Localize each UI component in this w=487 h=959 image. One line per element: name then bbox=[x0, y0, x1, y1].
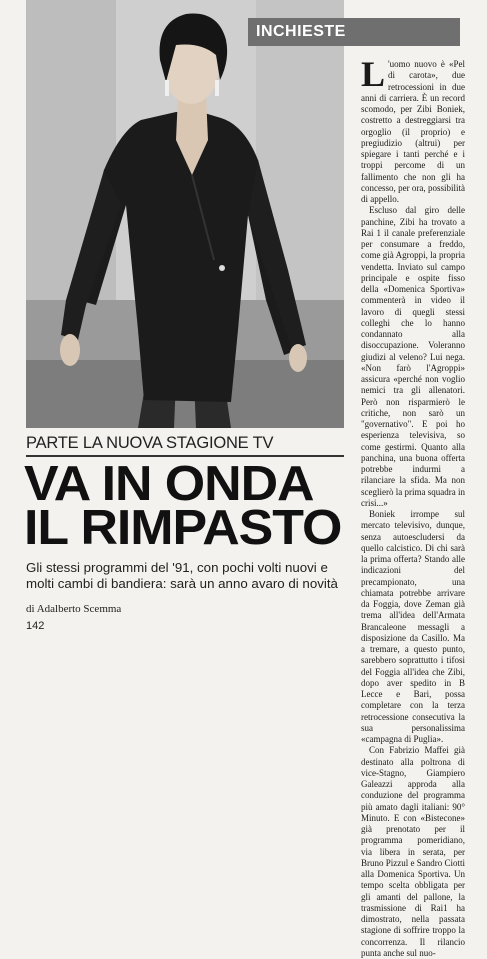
section-tag: INCHIESTE bbox=[248, 18, 460, 46]
article-paragraph-1: L 'uomo nuovo è «Pel di carota», due retrocessioni in due anni di carriera. È un record scomodo, per Zibi Boniek, costretto a destreggiarsi tra orgoglio (il proprio) e pregiudizio (altrui) per spiegare i tanti perché e i troppi percome di un fallimento che non gli ha concesso, per ora, possibilità di appello. bbox=[361, 54, 465, 204]
woman-photo-illustration bbox=[26, 0, 344, 428]
article-column bbox=[361, 54, 465, 958]
headline-line-1: VA IN ONDA bbox=[24, 457, 314, 511]
article-paragraph-2: Escluso dal giro delle panchine, Zibi ha trovato a Rai 1 il canale preferenziale per consumare a freddo, come già Agroppi, la propria vendetta. Inviato sul campo principale e ospite fisso della «Domenica Sportiva» commenterà in video il lavoro di quegli stessi colleghi che lo hanno condannato alla disoccupazione. Voleranno giudizi al veleno? Lui nega. «Non farò l'Agroppi» assicura «perché non voglio nemici tra gli allenatori. Però non risparmierò le critiche, non sarò un "governativo". E poi ho esperienza televisiva, so come gestirmi. Quanto alla panchina, una buona offerta potrebbe indurmi a rilanciare la sfida. Ma non sceglierò la prima squadra in crisi...» bbox=[361, 205, 465, 508]
headline-line-2: IL RIMPASTO bbox=[24, 501, 342, 555]
page-number: 142 bbox=[26, 620, 45, 632]
article-paragraph-3: Boniek irrompe sul mercato televisivo, dunque, senza autoescludersi da quello calcistico. Di chi sarà la prima offerta? Stando alle indicazioni del precampionato, una chiamata potrebbe arrivare da Foggia, dove Zeman già trema all'idea dell'Armata Brancaleone messagli a disposizione da Casillo. Ma a tremare, a questo punto, sarebbero soprattutto i tifosi del Foggia all'idea che Zibi, dopo aver spedito in B Lecce e Bari, possa completare con la terza retrocessione consecutiva la sua personalissima «campagna di Puglia». bbox=[361, 509, 465, 744]
cover-photo bbox=[26, 0, 344, 428]
headline bbox=[24, 457, 344, 555]
article-paragraph-4: Con Fabrizio Maffei già destinato alla poltrona di vice-Stagno, Giampiero Galeazzi approda alla conduzione del programma più amato dagli italiani: 90° Minuto. E con «Bistecone» già prenotato per il programma pomeridiano, via libera in serata, per Bruno Pizzul e Sandro Ciotti alla Domenica Sportiva. Un tempo scelta obbligata per gli amanti del pallone, la trasmissione di Rai1 ha dimostrato, nella passata stagione di soffrire troppo la concorrenza. Il rilancio punta anche sul nuo- bbox=[361, 745, 465, 958]
drop-cap: L bbox=[361, 54, 386, 94]
byline: di Adalberto Scemma bbox=[26, 603, 122, 615]
standfirst: Gli stessi programmi del '91, con pochi volti nuovi e molti cambi di bandiera: sarà un anno avaro di novità bbox=[26, 560, 338, 591]
kicker: PARTE LA NUOVA STAGIONE TV bbox=[26, 434, 274, 452]
